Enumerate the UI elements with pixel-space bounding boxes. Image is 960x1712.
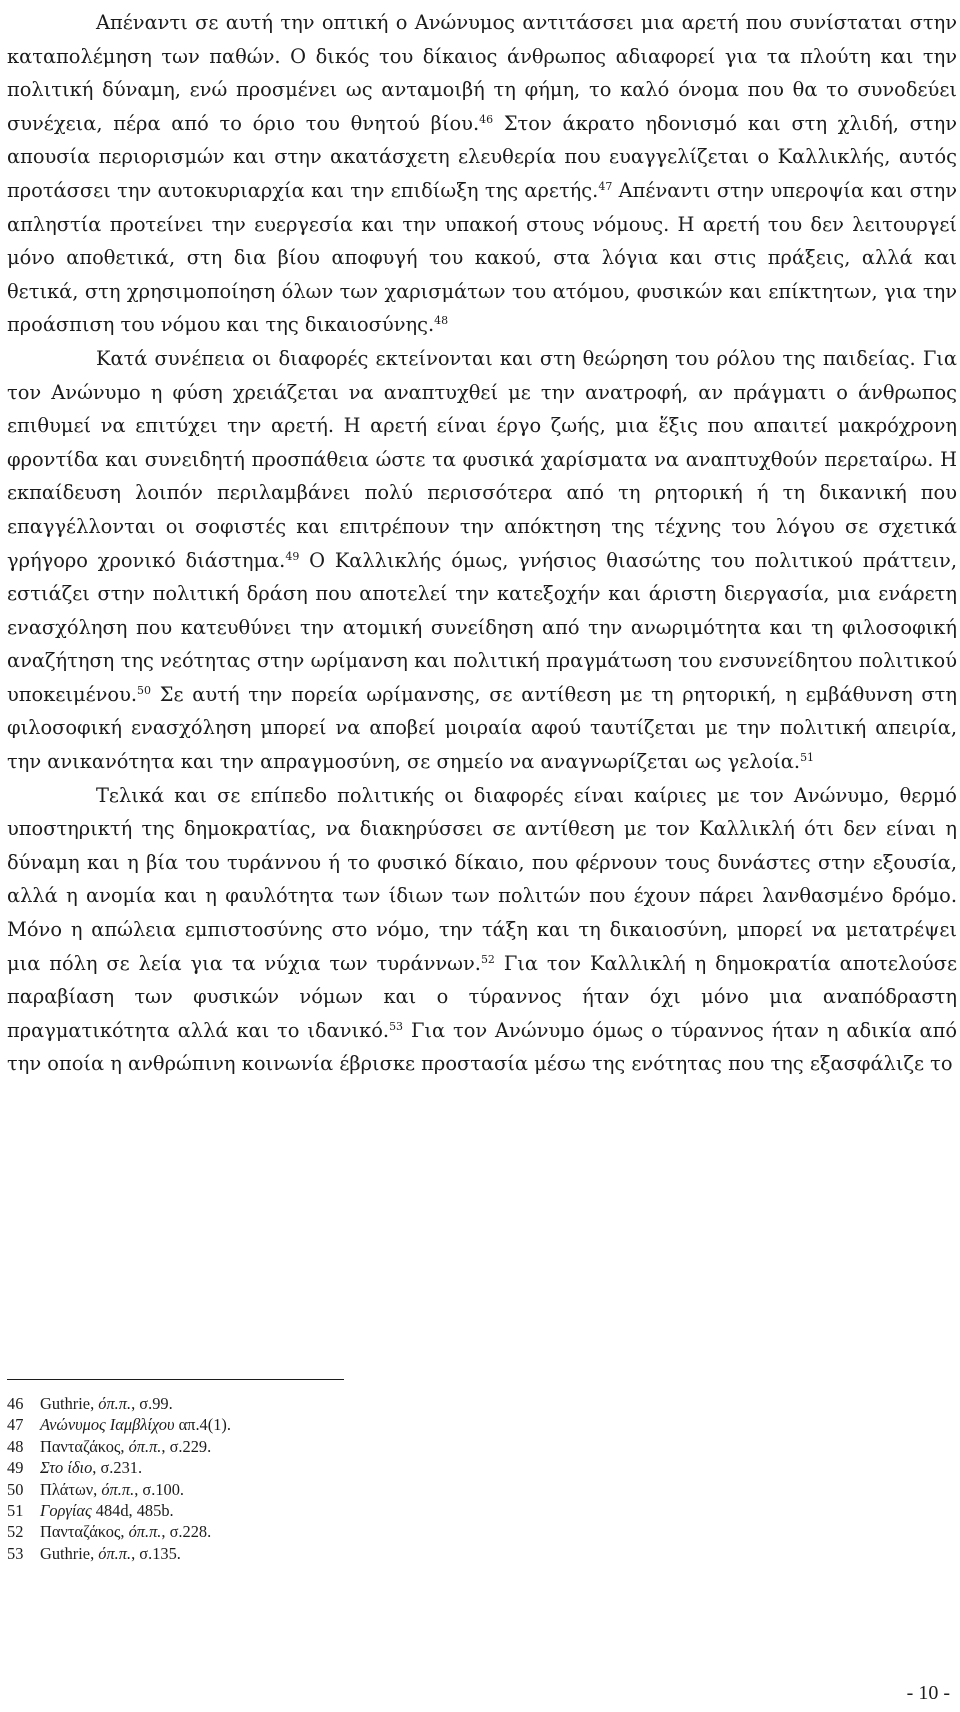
footnote-text: Ανώνυμος Ιαμβλίχου xyxy=(40,1415,175,1435)
footnote-number: 49 xyxy=(7,1458,24,1478)
footnote xyxy=(7,1521,231,1542)
footnote-ref: 52 xyxy=(480,952,495,966)
footnote-text: , σ.135. xyxy=(131,1543,181,1563)
footnote xyxy=(7,1414,231,1435)
footnote-number: 50 xyxy=(7,1479,24,1499)
footnote-text: όπ.π. xyxy=(101,1479,135,1499)
footnote-text: 484d, 485b. xyxy=(91,1501,174,1521)
footnote-text: Guthrie, xyxy=(40,1394,99,1413)
text-run: Στον άκρατο ηδονισμό και στη χλιδή, στην απουσία περιορισμών και στην ακατάσχετη ελευθερία που ευαγγελίζεται ο Καλλικλής, αυτός προτάσσει την αυτοκυριαρχία και την επιδίωξη της αρετής. xyxy=(7,111,957,202)
footnote-ref: 46 xyxy=(479,112,494,126)
footnote-text: όπ.π. xyxy=(128,1522,162,1542)
footnote-ref: 48 xyxy=(434,314,449,328)
text-run: Ο Καλλικλής όμως, γνήσιος θιασώτης του πολιτικού πράττειν, εστιάζει στην πολιτική δράση που αποτελεί την κατεξοχήν και άριστη διεργασία, μια ενάρετη ενασχόληση που κατευθύνει την ατομική συνείδηση από την ανωριμότητα και τη φιλοσοφική αναζήτηση της νεότητας στην ωρίμανση και πολιτική πραγμάτωση του ενσυνείδητου πολιτικού υποκειμένου. xyxy=(7,548,957,706)
footnote-text: όπ.π. xyxy=(98,1394,132,1413)
footnote-text: Πανταζάκος, xyxy=(40,1522,129,1542)
footnote xyxy=(7,1543,231,1564)
page-number: - 10 - xyxy=(906,1682,950,1704)
footnote-ref: 50 xyxy=(137,683,152,697)
footnote-text: , σ.228. xyxy=(161,1522,212,1542)
footnote xyxy=(7,1479,231,1500)
footnote-text: απ.4(1). xyxy=(174,1415,231,1435)
text-run: Κατά συνέπεια οι διαφορές εκτείνονται και στη θεώρηση του ρόλου της παιδείας. Για τον Ανώνυμο η φύση χρειάζεται να αναπτυχθεί με την ανατροφή, αν πράγματι ο άνθρωπος επιθυμεί να επιτύχει την αρετή. Η αρετή είναι έργο ζωής, μια ἕξις που απαιτεί μακρόχρονη φροντίδα και συνειδητή προσπάθεια ώστε τα φυσικά χαρίσματα να αναπτυχθούν περεταίρω. Η εκπαίδευση λοιπόν περιλαμβάνει πολύ περισσότερα από τη ρητορική ή τη δικανική που επαγγέλλονται οι σοφιστές και επιτρέπουν την απόκτηση της τέχνης του λόγου σε σχετικά γρήγορο χρονικό διάστημα. xyxy=(7,346,957,572)
text-run: Σε αυτή την πορεία ωρίμανσης, σε αντίθεση με τη ρητορική, η εμβάθυνση στη φιλοσοφική ενασχόληση μπορεί να αποβεί μοιραία αφού ταυτίζεται με την πολιτική απειρία, την ανικανότητα και την απραγμοσύνη, σε σημείο να αναγνωρίζεται ως γελοία. xyxy=(7,682,957,774)
footnotes xyxy=(7,1393,231,1564)
footnote-ref: 49 xyxy=(285,549,300,563)
footnote-number: 52 xyxy=(7,1522,24,1542)
text-run: Για τον Καλλικλή η δημοκρατία αποτελούσε παραβίαση των φυσικών νόμων και ο τύραννος ήταν όχι μόνο μια αναπόδραστη πραγματικότητα αλλά και το ιδανικό. xyxy=(7,951,957,1042)
footnote xyxy=(7,1457,231,1478)
text-run: Απέναντι σε αυτή την οπτική ο Ανώνυμος αντιτάσσει μια αρετή που συνίσταται στην καταπολέμηση των παθών. Ο δικός του δίκαιος άνθρωπος αδιαφορεί για τα πλούτη και την πολιτική δύναμη, ενώ προσμένει ως ανταμοιβή τη φήμη, το καλό όνομα που θα το συνοδεύει συνέχεια, πέρα από το όριο του θνητού βίου. xyxy=(7,11,957,135)
text-run: Για τον Ανώνυμο όμως ο τύραννος ήταν η αδικία από την οποία η ανθρώπινη κοινωνία έβρισκε προστασία μέσω της ενότητας που της εξασφάλιζε το xyxy=(7,1018,957,1076)
text-run: Τελικά και σε επίπεδο πολιτικής οι διαφορές είναι καίριες με τον Ανώνυμο, θερμό υποστηρικτή της δημοκρατίας, να διακηρύσσει σε αντίθεση με τον Καλλικλή ότι δεν είναι η δύναμη και η βία του τυράννου ή το φυσικό δίκαιο, που φέρνουν τους δυνάστες στην εξουσία, αλλά η ανομία και η φαυλότητα των ίδιων των πολιτών που έχουν πάρει λανθασμένο δρόμο. Μόνο η απώλεια εμπιστοσύνης στο νόμο, την τάξη και τη δικαιοσύνη, μπορεί να μετατρέψει μια πόλη σε λεία για τα νύχια των τυράννων. xyxy=(7,783,957,975)
footnote-text: όπ.π. xyxy=(128,1436,162,1456)
footnote-text: , σ.99. xyxy=(131,1394,173,1413)
footnote-number: 47 xyxy=(7,1415,24,1435)
paragraph xyxy=(7,6,957,342)
footnote-text: όπ.π. xyxy=(98,1543,132,1563)
footnote-text: Πανταζάκος, xyxy=(40,1436,129,1456)
footnote-ref: 51 xyxy=(800,751,815,765)
body-text xyxy=(7,6,957,1081)
footnote-text: Πλάτων, xyxy=(40,1479,102,1499)
footnote-text: Στο ίδιο xyxy=(40,1458,93,1478)
footnote-text: , σ.100. xyxy=(134,1479,184,1499)
footnote-text: , σ.229. xyxy=(161,1436,212,1456)
paragraph xyxy=(7,779,957,1081)
paragraph xyxy=(7,342,957,779)
text-run: Απέναντι στην υπεροψία και στην απληστία προτείνει την ευεργεσία και την υπακοή στους νόμους. Η αρετή του δεν λειτουργεί μόνο αποθετικά, στη δια βίου αποφυγή του κακού, στα λόγια και στις πράξεις, αλλά και θετικά, στη χρησιμοποίηση όλων των χαρισμάτων του ατόμου, φυσικών και επίκτητων, για την προάσπιση του νόμου και της δικαιοσύνης. xyxy=(7,178,957,337)
footnote-number: 48 xyxy=(7,1436,24,1456)
footnote xyxy=(7,1500,231,1521)
footnote-number: 46 xyxy=(7,1394,24,1413)
footnote-text: Guthrie, xyxy=(40,1543,99,1563)
footnote xyxy=(7,1393,231,1414)
footnote-ref: 53 xyxy=(389,1019,404,1033)
footnote-number: 51 xyxy=(7,1501,24,1521)
footnote-number: 53 xyxy=(7,1543,24,1563)
footnote-text: Γοργίας xyxy=(40,1501,92,1521)
footnote xyxy=(7,1436,231,1457)
footnote-ref: 47 xyxy=(598,179,613,193)
footnote-separator xyxy=(7,1379,344,1380)
footnote-text: , σ.231. xyxy=(92,1458,143,1478)
